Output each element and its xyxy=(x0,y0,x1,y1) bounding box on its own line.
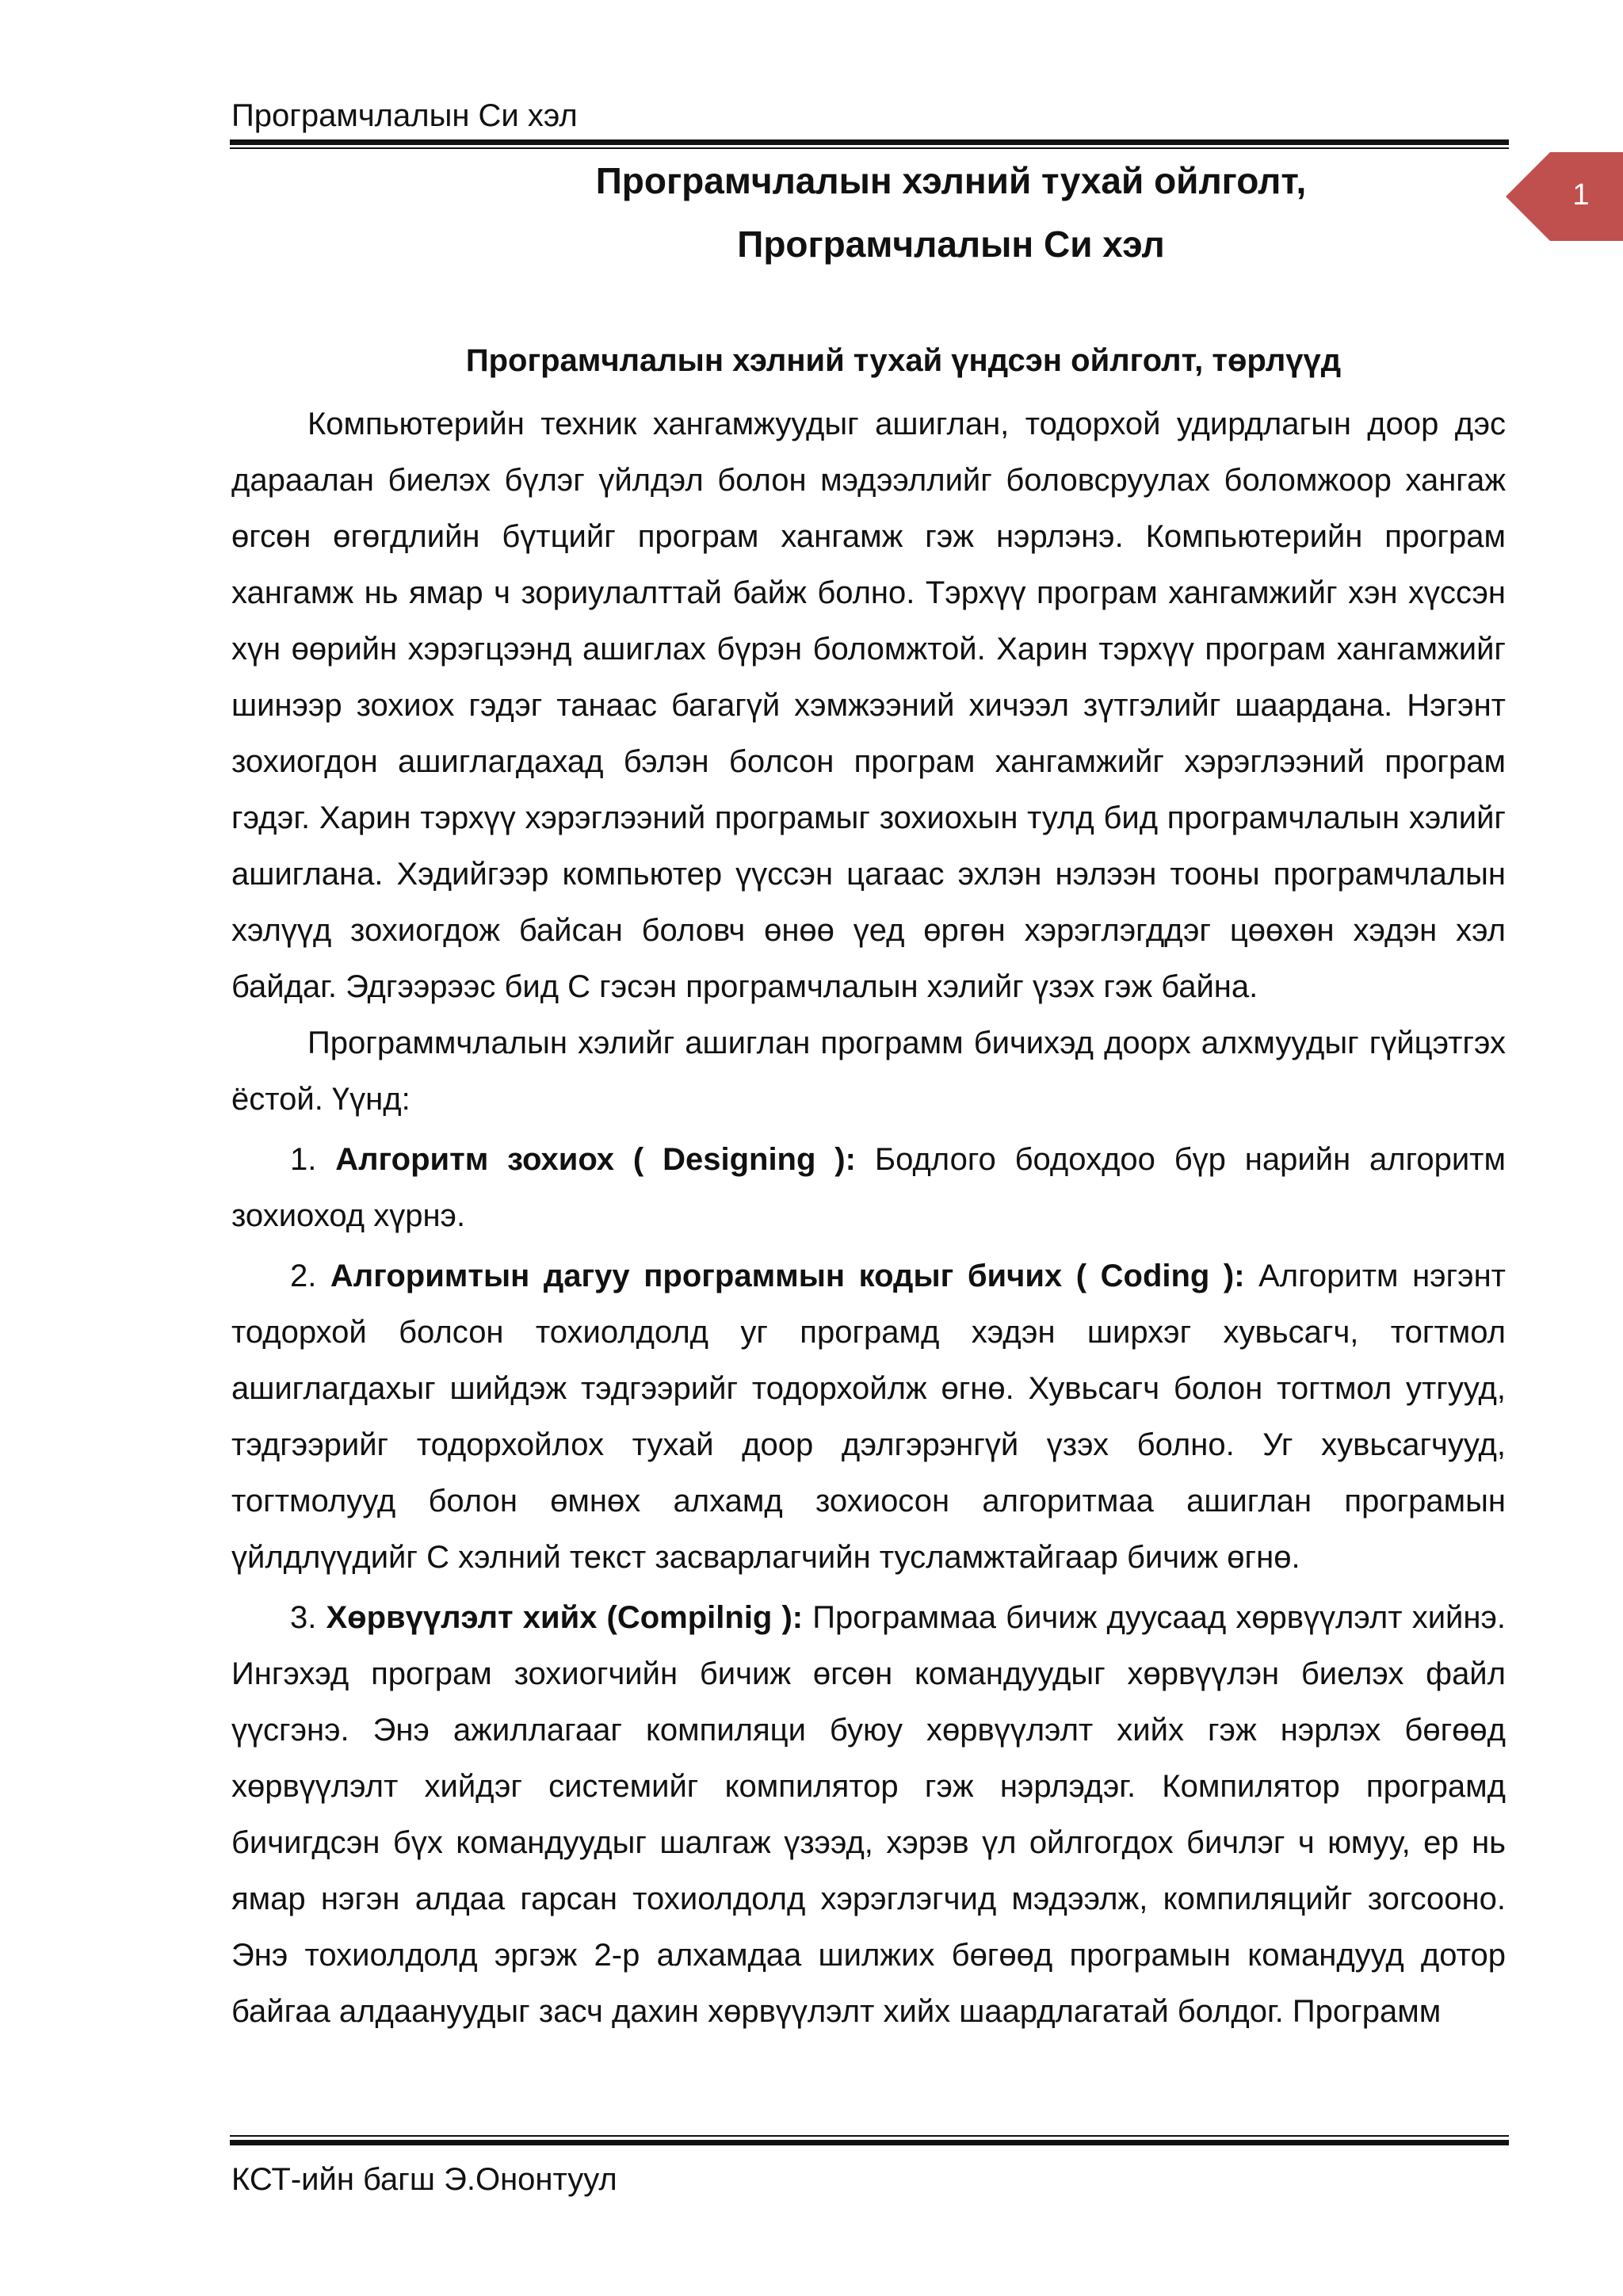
paragraph-steps-intro: Программчлалын хэлийг ашиглан программ бичихэд доорх алхмуудыг гүйцэтгэх ёстой. Үүнд: xyxy=(231,1026,1506,1117)
page-title-line-1: Програмчлалын хэлний тухай ойлголт, xyxy=(595,160,1307,201)
page-title-line-2: Програмчлалын Си хэл xyxy=(737,223,1165,265)
step-number: 2. xyxy=(290,1259,317,1293)
page-number: 1 xyxy=(1572,178,1590,212)
list-item-step-3 xyxy=(231,1590,1506,2040)
paragraph-intro: Компьютерийн техник хангамжуудыг ашиглан, тодорхой удирдлагын доор дэс дараалан биелэх бүлэг үйлдэл болон мэдээллийг боловсруулах боломжоор хангаж өгсөн өгөгдлийн бүтцийг програм хангамж гэж нэрлэнэ. Компьютерийн програм хангамж нь ямар ч зориулалттай байж болно. Тэрхүү програм хангамжийг хэн хүссэн хүн өөрийн хэрэгцээнд ашиглах бүрэн боломжтой. Харин тэрхүү програм хангамжийг шинээр зохиох гэдэг танаас багагүй хэмжээний хичээл зүтгэлийг шаардана. Нэгэнт зохиогдон ашиглагдахад бэлэн болсон програм хангамжийг хэрэглээний програм гэдэг. Харин тэрхүү хэрэглээний програмыг зохиохын тулд бид програмчлалын хэлийг ашиглана. Хэдийгээр компьютер үүссэн цагаас эхлэн нэлээн тооны програмчлалын хэлүүд зохиогдож байсан боловч өнөө үед өргөн хэрэглэгддэг цөөхөн хэдэн хэл байдаг. Эдгээрээс бид C гэсэн програмчлалын хэлийг үзэх гэж байна. xyxy=(231,407,1506,1004)
list-item-step-1 xyxy=(231,1132,1506,1244)
footer-rule-thin xyxy=(230,2135,1509,2137)
header-rule-thin xyxy=(230,147,1509,149)
step-label: Хөрвүүлэлт хийх (Compilnig ): xyxy=(326,1600,804,1635)
step-label: Алгоритм зохиох ( Designing ): xyxy=(335,1142,856,1177)
running-header-title: Програмчлалын Си хэл xyxy=(231,98,578,133)
header-rule-thick xyxy=(230,139,1509,145)
body-text xyxy=(231,396,1506,2040)
step-number: 1. xyxy=(290,1142,317,1177)
step-text: Алгоритм нэгэнт тодорхой болсон тохиолдолд уг програмд хэдэн ширхэг хувьсагч, тогтмол ашиглагдахыг шийдэж тэдгээрийг тодорхойлж өгнө. Хувьсагч болон тогтмол утгууд, тэдгээрийг тодорхойлох тухай доор дэлгэрэнгүй үзэх болно. Уг хувьсагчууд, тогтмолууд болон өмнөх алхамд зохиосон алгоритмаа ашиглан програмын үйлдлүүдийг C хэлний текст засварлагчийн тусламжтайгаар бичиж өгнө. xyxy=(231,1259,1506,1575)
step-number: 3. xyxy=(290,1600,317,1635)
footer-rule-thick xyxy=(230,2140,1509,2145)
step-text: Программаа бичиж дуусаад хөрвүүлэлт хийнэ. Ингэхэд програм зохиогчийн бичиж өгсөн командуудыг хөрвүүлэн биелэх файл үүсгэнэ. Энэ ажиллагааг компиляци буюу хөрвүүлэлт хийх гэж нэрлэх бөгөөд хөрвүүлэлт хийдэг системийг компилятор гэж нэрлэдэг. Компилятор програмд бичигдсэн бүх командуудыг шалгаж үзээд, хэрэв үл ойлгогдох бичлэг ч юмуу, ер нь ямар нэгэн алдаа гарсан тохиолдолд хэрэглэгчид мэдээлж, компиляцийг зогсооно. Энэ тохиолдолд эргэж 2-р алхамдаа шилжих бөгөөд програмын командууд дотор байгаа алдаануудыг засч дахин хөрвүүлэлт хийх шаардлагатай болдог. Программ xyxy=(231,1600,1506,2029)
footer-author: КСТ-ийн багш Э.Ононтуул xyxy=(231,2162,617,2197)
step-text: Бодлого бодохдоо бүр нарийн алгоритм зохиоход хүрнэ. xyxy=(231,1142,1506,1233)
list-item-step-2 xyxy=(231,1248,1506,1586)
section-heading: Програмчлалын хэлний тухай үндсэн ойлголт, төрлүүд xyxy=(465,343,1342,378)
step-label: Алгоримтын дагуу программын кодыг бичих ( Coding ): xyxy=(330,1259,1245,1293)
